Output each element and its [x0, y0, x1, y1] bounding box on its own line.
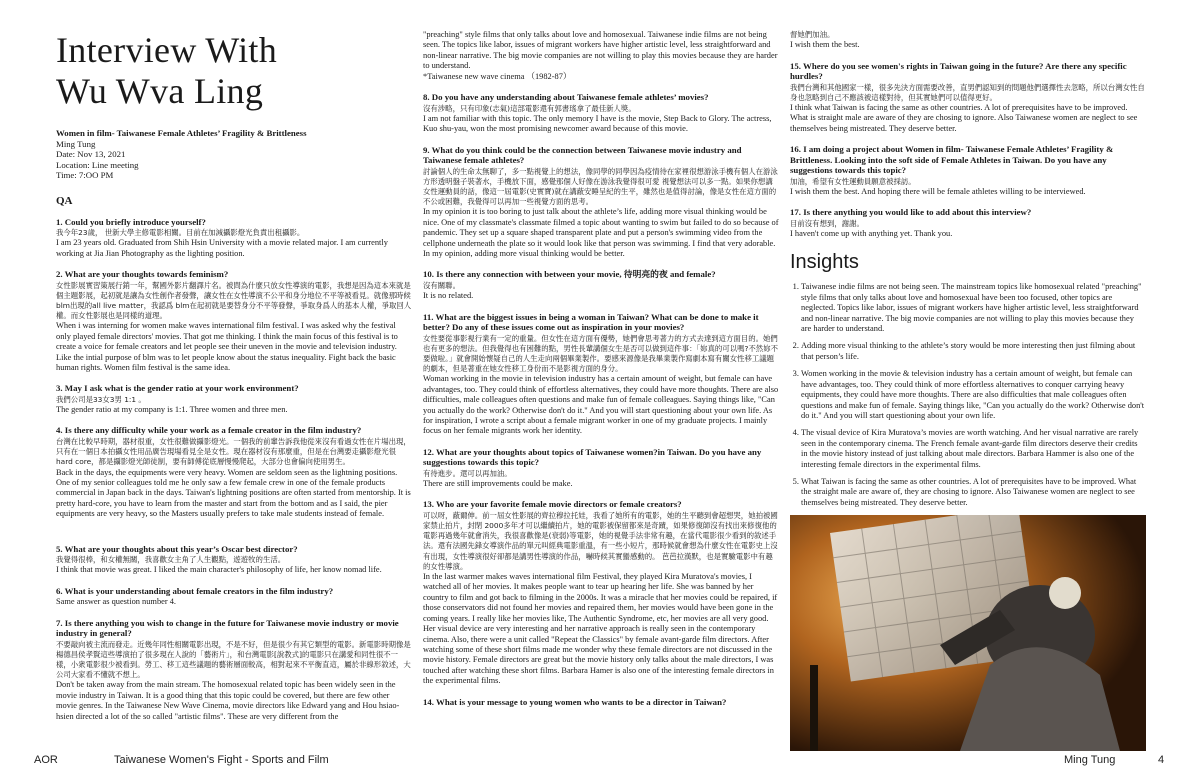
answer-6: Same answer as question number 4.: [56, 597, 177, 607]
question-6: 6. What is your understanding about female creators in the film industry?: [56, 585, 334, 596]
article-subtitle: Women in film- Taiwanese Female Athletes’ Fragility & Brittleness: [56, 128, 307, 138]
answer-2: When i was interning for women make waves international film festival. I was asked why the festival only played female directors' movies. That got me thinking. I think the main focus of this festival is to create a voice for female creators and let people see their uneven in the movie and television industry. Like the intial purpose of blm was to let people know about the status inequality. Fight back the basic human rights. Women film festival is the same idea.: [56, 321, 398, 372]
answer-17-chinese: 目前沒有想到，謝謝。: [790, 218, 864, 228]
answer-4: Back in the days, the equipments were very heavy. Women are seldom seen as the lightning positions. One of my senior colleagues told me he only saw a few female crew in one of the female products commercial in Japan back in the days. Taiwan's lightning positions are often started from mentorship. It is pretty hard-core, you have to learn from the master and start from the bottom and as I said, the pier equipments are very heavy, so the Masters usually prefers to take male students instead of female.: [56, 467, 411, 519]
question-8: 8. Do you have any understanding about Taiwanese female athletes’ movies?: [423, 92, 709, 103]
question-11: 11. What are the biggest issues in being a woman in Taiwan? What can be done to make it better? Do any of these issues come out as inspiration in your movies?: [423, 311, 759, 332]
answer-1: I am 23 years old. Graduated from Shih Hsin University with a movie related major. I am currently working at Jia Jian Photography as the lighting position.: [56, 238, 388, 258]
article-title: [56, 30, 412, 112]
footer-title: Taiwanese Women's Fight - Sports and Film: [114, 754, 329, 766]
answer-7-chinese: 不要敲向被主流而發走。近幾年同性相關電影出現，不是不好，但是很少有其它類型的電影。新電影時期像是楊德昌侯孝賢這些導演拍了很多現在人說的「藝術片」，和台灣電影[說教式]的電影只在講愛和同性很不一樣，小衆電影很少被看到。勞工、移工這些議題的藝術層面較高，相對起來不平衡直這，屬於非線形敘述，大公司大家看不懂就不想上。: [56, 639, 411, 680]
question-1: 1. Could you briefly introduce yourself?: [56, 216, 206, 227]
insight-item: 4. The visual device of Kira Muratova’s movies are worth watching. And her visual narrative are rarely seen in the contemporary cinema. The French female avant-garde film directors deserve their credits in the movie history instead of just talking about male directors. Barbara Hammer is also one of the interesting female directors in the experimental films.: [801, 428, 1146, 470]
footer-author: Ming Tung: [1064, 754, 1116, 766]
title-line-2: Wu Wva Ling: [56, 71, 264, 111]
insight-item: 2. Adding more visual thinking to the athlete’s story would be more interesting then just filming about that person’s life.: [801, 341, 1146, 362]
film-lighting-photo: [790, 515, 1146, 751]
answer-5: I think that movie was great. I liked the main character's philosophy of life, her know nomad life.: [56, 565, 382, 575]
question-14: 14. What is your message to young women who wants to be a director in Taiwan?: [423, 696, 727, 707]
question-4: 4. Is there any difficulty while your work as a female creator in the film industry?: [56, 425, 362, 436]
question-10: 10. Is there any connection with between your movie, 待明亮的夜 and female?: [423, 269, 716, 280]
insight-item: 5. What Taiwan is facing the same as other countries. A lot of prerequisites have to be improved. What the straight male are aware of, they are chosing to ignore. Also Taiwanese women are neglect to see themselves being mistreated. They deserve better.: [801, 477, 1146, 508]
qa-heading: QA: [56, 194, 73, 207]
question-9: 9. What do you think could be the connection between Taiwanese movie industry and Taiwanese female athletes?: [423, 144, 742, 166]
answer-11-chinese: 女性要從事影視行業有一定的重量。但女性在這方面有優勢，她們會思考著力的方式去達到這方面目的。她們也有更多的想法。但我覺得也有困難的點，男性長輩講個女生是否可以做到這件事：「妳真的可以嗎?不然妳不要做啦。」就會開始懷疑自己的人生走向兩個畢業製作。要感來源像是我畢業製作寫劇本寫有關女性移工議題的劇本，但是著重在她女性移工身份而不是影視方面的身分。: [423, 333, 778, 374]
answer-7-continued: "preaching" style films that only talks about love and homosexual. Taiwanese indie films are not being seen. The topics like labor, issues of migrant workers have higher artistic level, less straightforward and non-linear narrative. The big movie companies are not willing to play this movies because they are harder to understand.: [423, 30, 778, 71]
footer-label: AOR: [34, 754, 58, 766]
date: Date: Nov 13, 2021: [56, 149, 126, 159]
author: Ming Tung: [56, 138, 96, 149]
insights-list: [790, 282, 1146, 508]
answer-17: I haven't come up with anything yet. Thank you.: [790, 229, 953, 239]
answer-1-chinese: 我今年23歲， 世新大學主修電影相關。目前在加減攝影燈光負責出租攝影。: [56, 228, 305, 237]
question-16: 16. I am doing a project about Women in film- Taiwanese Female Athletes’ Fragility & Brittleness. Looking into the soft side of Female Athletes in Taiwan. Do you have any suggestions towards this topic?: [790, 144, 1114, 176]
question-7: 7. Is there anything you wish to change in the future for Taiwanese movie industry or movie industry in general?: [56, 617, 399, 639]
answer-13-chinese: 可以呀，蔽爾伸。前一屆女性影展的齊拉穆拉托娃，我看了她所有的電影，她的生平聽到會超想哭，她拍被國家禁止拍片，封閉 2000多年才可以繼續拍片，她的電影被保留都來是奇蹟，如果修復師沒有找出來修復他的電影再過幾年就會消失，我很喜歡像是(衰弱)等電影，她的視覺手法非常有趣，在當代電影很少看到的敘述手法。還有法國先鋒女導演作品的單元叫經典電影重溫，有一些小短片，那時候就會想為什麼女性在電影史上沒有出現，女性導演很好卻都是講男性導演的作品，嚇時候其實蠻感動的。 芭芭拉漢默，也是實驗電影中有趣的女性導演。: [423, 510, 778, 571]
answer-11: Woman working in the movie in television industry has a certain amount of weight, but female can have advantages, too. They could think of effortless alternatives, they could have more thoughts. There are also difficulties, male colleagues often questions and make fun of female colleagues. Saying things like, "Can you actually do the work? Otherwise don't do it." And you will start questioning about your own life. As for inspiration, I wrote a script about a female migrant worker in one of my graduate projects. I mainly focus on her female migrants work her identity.: [423, 374, 779, 436]
insights-heading: Insights: [790, 251, 859, 274]
question-5: 5. What are your thoughts about this year’s Oscar best director?: [56, 543, 298, 554]
answer-14: I wish them the best.: [790, 40, 860, 50]
time: Time: 7:OO PM: [56, 170, 114, 180]
title-line-1: Interview With: [56, 30, 278, 70]
answer-12: There are still improvements could be make.: [423, 478, 573, 488]
answer-8: I am not familiar with this topic. The only memory I have is the movie, Step Back to Glory. The actress, Kuo shu-yau, won the most promising newcomer award because of this movie.: [423, 113, 772, 134]
answer-14-chinese: 督她們加油。: [790, 30, 835, 39]
location: Location: Line meeting: [56, 159, 139, 170]
answer-3-chinese: 我們公司是33女3男 1:1 。: [56, 394, 146, 404]
footnote: *Taiwanese new wave cinema （1982-87）: [423, 71, 572, 81]
answer-12-chinese: 有待進步。還可以再加油。: [423, 468, 512, 478]
question-2: 2. What are your thoughts towards feminism?: [56, 269, 229, 280]
answer-7: Don't be taken away from the main stream. The homosexual related topic has been widely seen in the movie industry in Taiwan. It is a good thing that this topic could be covered, but there are few other movie genres. In the Taiwanese New Wave Cinema, movie directors like Edward yang and Hou hsiao-hsien directed a lot of the so called "artistic films". These are very different from the: [56, 680, 400, 721]
answer-8-chinese: 沒有涉略，只有印象(志氣)這部電影還有郭書瑤拿了最佳新人獎。: [423, 103, 636, 113]
page-number: 4: [1158, 754, 1165, 766]
answer-5-chinese: 我覺得很棒，和女權無關，我喜歡女主角了人生觀點，遊遊牧的生活。: [56, 555, 286, 565]
question-12: 12. What are your thoughts about topics of Taiwanese women?in Taiwan. Do you have any suggestions towards this topic?: [423, 446, 762, 468]
answer-4-chinese: 台灣在比較早時期，器材很重，女性很難做攝影燈光。一個我的前輩告訴我他從來沒有看過女性在片場出現，只有在一個日本拍攝女性用品廣告現場看見全是女性。現在器材沒有那麼重，但是在台灣要走攝影燈光很hard core，都是攝影燈光師徒制，要有師傅從底層慢慢爬起，大部分也會偏向使用男生。: [56, 436, 411, 467]
question-15: 15. Where do you see women's rights in Taiwan going in the future? Are there any specific hurdles?: [790, 60, 1127, 82]
answer-3: The gender ratio at my company is 1:1. Three women and three men.: [56, 405, 288, 415]
answer-15-chinese: 我們台灣和其他國家一樣，很多先決方面需要改善，直男們認知到的問題他們選擇性去忽略，所以台灣女性自身也忽略到自己不應該被這樣對待，但其實她們可以值得更好。: [790, 82, 1145, 102]
answer-10-chinese: 沒有關聯。: [423, 280, 460, 290]
column-left: [56, 30, 412, 748]
insight-item: 3. Women working in the movie & television industry has a certain amount of weight, but female can have advantages, too. They could think of more effortless alternatives to conquer carrying heavy equipments, they could have more thoughts. There are also difficulties that male colleagues often questions and make fun of female. Saying things like, "Can you actually do the work? Otherwise don't do it." And you will start questioning about your own life.: [801, 369, 1146, 421]
question-13: 13. Who are your favorite female movie directors or female creators?: [423, 499, 682, 510]
answer-15: I think what Taiwan is facing the same as other countries. A lot of prerequisites have to be improved. What is straight male are aware of they are chosing to ignore. Also Taiwanese women are neglect to see themselves being mistreated. They deserve better.: [790, 103, 1138, 133]
answer-9-chinese: 討論個人的生命太無聊了，多一點視覺上的想法，像同學的同學因為疫情待在家裡很想游泳手機有個人在游泳 方形透明盤子裝著水，手機放下面，感覺那個人好像在游泳我覺得很可愛 視覺想法可以多一點。如果你想講女性運動員的話，像這一屆電影(史實寶)就在講蔽安睡呈紀的生平，雖然也是值得討論，像是女性在這方面的不公或困難，我覺得可以再加一些視覺方面的思考。: [423, 166, 778, 207]
answer-16: I wish them the best. And hoping there will be female athletes willing to be interviewed.: [790, 186, 1086, 196]
answer-16-chinese: 加油，希望有女性運動員願意被採訪。: [790, 176, 916, 186]
question-17: 17. Is there anything you would like to add about this interview?: [790, 207, 1032, 218]
answer-10: It is no related.: [423, 291, 474, 301]
photo-illustration: [790, 515, 1146, 751]
answer-9: In my opinion it is too boring to just talk about the athlete’s life, adding more visual thinking would be nice. One of my classmate's classmate filmed a topic about wanting to swim but failed to do so because of pandemic. They set up a square shaped transparent plate and put a person's swimming video from the cellphone underneath the plate so it would look like that person was swimming. I find that very adorable. In my opinion, adding more visual thinking would be better.: [423, 207, 779, 258]
answer-13: In the last warmer makes waves international film Festival, they played Kira Muratova's movies, I watched all of her movies. It makes people want to tear up hearing her life. She was banned by her country to film and got back to filming in the 2000s. It was a miracle that her movies could be repaired, if those conservators did not found her movies and repaired them, her movies would have been gone in the coming years. I really like her movies like, The Authentic Syndrome, etc, her movies are all very good. Her visual device are very interesting and her narrative approach is really seen in the contemporary cinema. Also, there were a unit called "Repeat the Classics" by female avant-garde film directors. After watching some of these short films made me wonder why these female directors are not discussed in the movie history. Female directors are great but the movie history only talks about the male directors, I was touched after watching these short films. Barbara Hamer is also one of the interesting female directors in the experimental films.: [423, 572, 778, 686]
column-middle: [423, 30, 779, 748]
answer-2-chinese: 女性影展實習策展行銷一年，幫國外影片翻譯片名。被問為什麼只放女性導演的電影，我想是因為這本來就是個主題影展，起初就是讓為女性創作者發聲，讓女性在女性導演不公平和身分地位不平等被看見。就像那時候 blm出現的all live matter，我認爲 blm在起初就是要替身分不平等發聲，爭取身爲人的基本人權，爭取回人權。而女性影展也是同樣的道理。: [56, 280, 412, 321]
insight-item: 1. Taiwanese indie films are not being seen. The mainstream topics like homosexual related "preaching" style films that only talks about love and homosexual have been too focused, other topics are neglected. Topics like labor, issues of migrant workers have higher artistic level, less straightforward and non-linear narrative. The big movie companies are not willing to play this movies because they are harder to understand.: [801, 282, 1146, 334]
question-3: 3. May I ask what is the gender ratio at your work environment?: [56, 383, 299, 394]
